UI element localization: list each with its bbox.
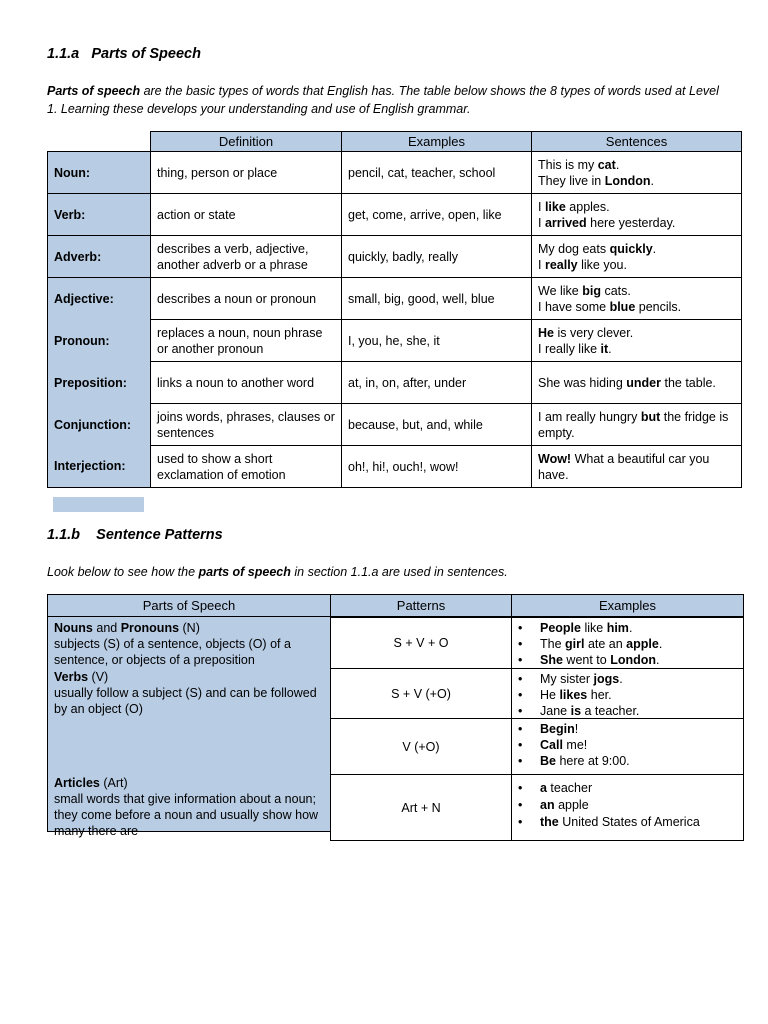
text-run: They live in — [538, 173, 605, 188]
part-title — [54, 620, 326, 636]
sentence-2 — [538, 173, 735, 189]
bold-word: Articles — [54, 776, 100, 790]
pos-sentences — [532, 236, 742, 278]
pos-row — [48, 404, 742, 446]
bold-word: really — [544, 257, 578, 272]
text-run: the table. — [661, 375, 716, 390]
sentence-1 — [538, 157, 735, 173]
sentence-1 — [538, 199, 735, 215]
example-item — [540, 753, 743, 769]
text-run: . — [615, 157, 620, 172]
bold-word: a — [540, 781, 547, 795]
part-nouns-pronouns — [54, 620, 326, 668]
sentence-1 — [538, 451, 735, 483]
section-a-title: Parts of Speech — [91, 46, 201, 62]
part-verbs — [54, 669, 326, 717]
text-run: like you. — [577, 257, 627, 272]
examples-cell — [511, 617, 744, 669]
sentence-1 — [538, 325, 735, 341]
pos-sentences — [532, 320, 742, 362]
sentence-2 — [538, 341, 735, 357]
example-item — [540, 671, 743, 687]
section-b-number: 1.1.b — [47, 527, 81, 543]
part-articles — [54, 775, 326, 839]
bold-word: People — [540, 621, 581, 635]
bold-word: Pronouns — [120, 621, 180, 635]
bold-word: Begin — [540, 722, 575, 736]
pos-row — [48, 362, 742, 404]
pos-examples: at, in, on, after, under — [342, 362, 532, 404]
text-run: This is my — [538, 157, 598, 172]
text-run: What a beautiful car you have. — [538, 451, 710, 482]
text-run: She was hiding — [538, 375, 627, 390]
text-run: He — [540, 688, 560, 702]
text-run: . — [608, 341, 612, 356]
sentence-2 — [538, 257, 735, 273]
example-item — [540, 620, 743, 636]
examples-list — [512, 671, 743, 719]
pos-label: Verb: — [48, 194, 151, 236]
text-run: . — [650, 173, 655, 188]
text-run: and — [92, 621, 121, 635]
example-item — [540, 687, 743, 703]
section-b-intro — [47, 563, 727, 581]
pos-definition: used to show a short exclamation of emotion — [151, 446, 342, 488]
pos-definition: links a noun to another word — [151, 362, 342, 404]
text-run: The — [540, 637, 566, 651]
part-description: small words that give information about a noun; they come before a noun and usually show how many there are — [54, 792, 319, 838]
bold-word: likes — [559, 688, 588, 702]
pos-sentences — [532, 194, 742, 236]
example-item — [540, 636, 743, 652]
text-run: I am really hungry — [538, 409, 641, 424]
text-run: I — [538, 257, 545, 272]
bold-word: Wow! — [538, 451, 572, 466]
pos-row — [48, 320, 742, 362]
text-run: I really like — [538, 341, 601, 356]
text-run: pencils. — [635, 299, 682, 314]
pos-label: Adjective: — [48, 278, 151, 320]
examples-cell — [511, 718, 744, 775]
section-b-intro-bold: parts of speech — [198, 565, 291, 579]
pos-label: Interjection: — [48, 446, 151, 488]
text-run: teacher — [546, 781, 593, 795]
text-run: (Art) — [99, 776, 128, 790]
bold-word: him — [606, 621, 629, 635]
pos-label: Conjunction: — [48, 404, 151, 446]
bold-word: Be — [540, 754, 556, 768]
pos-label: Adverb: — [48, 236, 151, 278]
pos-label: Preposition: — [48, 362, 151, 404]
text-run: ! — [574, 722, 579, 736]
shaded-bar — [53, 497, 144, 512]
part-description: usually follow a subject (S) and can be followed by an object (O) — [54, 686, 317, 716]
section-b-intro-pre: Look below to see how the — [47, 565, 199, 579]
sentence-1 — [538, 283, 735, 299]
bold-word: He — [538, 325, 554, 340]
examples-list — [512, 721, 743, 769]
text-run: United States of America — [558, 815, 700, 829]
intro-bold-term: Parts of speech — [47, 84, 141, 98]
bold-word: an — [540, 798, 555, 812]
section-a-intro — [47, 82, 727, 118]
section-b-title: Sentence Patterns — [96, 527, 223, 543]
pos-definition: replaces a noun, noun phrase or another pronoun — [151, 320, 342, 362]
sentence-1 — [538, 375, 735, 391]
example-item — [540, 814, 743, 831]
section-a-number: 1.1.a — [47, 46, 80, 62]
bold-word: under — [626, 375, 661, 390]
bold-word: girl — [565, 637, 585, 651]
bold-word: arrived — [544, 215, 587, 230]
text-run: went to — [562, 653, 611, 667]
pos-row — [48, 152, 742, 194]
text-run: (N) — [179, 621, 200, 635]
text-run: My dog eats — [538, 241, 610, 256]
pattern-cell: S + V + O — [330, 617, 512, 669]
bold-word: is — [570, 704, 582, 718]
text-run: I have some — [538, 299, 610, 314]
sentence-2 — [538, 299, 735, 315]
text-run: apples. — [565, 199, 610, 214]
pos-row — [48, 278, 742, 320]
example-item — [540, 703, 743, 719]
bold-word: Nouns — [54, 621, 93, 635]
pos-definition: describes a verb, adjective, another adverb or a phrase — [151, 236, 342, 278]
pos-sentences — [532, 152, 742, 194]
pos-row — [48, 236, 742, 278]
pos-definition: thing, person or place — [151, 152, 342, 194]
section-a-heading — [47, 46, 201, 62]
pos-sentences — [532, 278, 742, 320]
example-item — [540, 797, 743, 814]
pos-sentences — [532, 446, 742, 488]
bold-word: London — [604, 173, 651, 188]
pos-examples: small, big, good, well, blue — [342, 278, 532, 320]
pattern-cell: V (+O) — [330, 718, 512, 775]
parts-of-speech-table — [47, 131, 742, 488]
text-run: me! — [562, 738, 588, 752]
examples-list — [512, 620, 743, 668]
pos-examples: quickly, badly, really — [342, 236, 532, 278]
bold-word: Call — [540, 738, 563, 752]
text-run: the fridge is empty. — [538, 409, 729, 440]
header-examples: Examples — [342, 132, 532, 152]
pos-examples: pencil, cat, teacher, school — [342, 152, 532, 194]
pos-definition: joins words, phrases, clauses or sentences — [151, 404, 342, 446]
pos-table-header-row — [48, 132, 742, 152]
example-item — [540, 780, 743, 797]
header-patterns: Patterns — [330, 594, 512, 617]
part-title — [54, 775, 326, 791]
header-examples: Examples — [511, 594, 744, 617]
pos-row — [48, 194, 742, 236]
bold-word: jogs — [593, 672, 620, 686]
sentence-2 — [538, 215, 735, 231]
text-run: cats. — [600, 283, 631, 298]
sentence-1 — [538, 409, 735, 441]
header-blank — [48, 132, 151, 152]
examples-cell — [511, 668, 744, 719]
header-sentences: Sentences — [532, 132, 742, 152]
example-item — [540, 737, 743, 753]
text-run: My sister — [540, 672, 594, 686]
pos-examples: because, but, and, while — [342, 404, 532, 446]
section-b-heading — [47, 527, 223, 543]
text-run: We like — [538, 283, 583, 298]
intro-text: are the basic types of words that English has. The table below shows the 8 types of words used at Level 1. Learning these develops your understanding and use of English grammar. — [47, 84, 719, 116]
text-run: her. — [587, 688, 612, 702]
text-run: here yesterday. — [586, 215, 676, 230]
pos-label: Noun: — [48, 152, 151, 194]
pos-definition: action or state — [151, 194, 342, 236]
section-b-intro-post: in section 1.1.a are used in sentences. — [290, 565, 508, 579]
text-run: like — [581, 621, 607, 635]
text-run: here at 9:00. — [555, 754, 630, 768]
bold-word: London — [610, 653, 657, 667]
pos-row — [48, 446, 742, 488]
text-run: . — [652, 241, 657, 256]
header-parts-of-speech: Parts of Speech — [47, 594, 331, 617]
example-item — [540, 652, 743, 668]
text-run: I — [538, 199, 545, 214]
header-definition: Definition — [151, 132, 342, 152]
text-run: a teacher. — [581, 704, 640, 718]
bold-word: big — [582, 283, 601, 298]
sentence-1 — [538, 241, 735, 257]
bold-word: Verbs — [54, 670, 89, 684]
pos-examples: get, come, arrive, open, like — [342, 194, 532, 236]
bold-word: She — [540, 653, 563, 667]
bold-word: but — [640, 409, 661, 424]
bold-word: quickly — [609, 241, 653, 256]
bold-word: cat — [597, 157, 616, 172]
text-run: Jane — [540, 704, 571, 718]
text-run: I — [538, 215, 545, 230]
bold-word: blue — [609, 299, 636, 314]
pos-label: Pronoun: — [48, 320, 151, 362]
bold-word: apple — [626, 637, 659, 651]
text-run: apple — [554, 798, 589, 812]
part-title — [54, 669, 326, 685]
bold-word: like — [544, 199, 566, 214]
pattern-cell: Art + N — [330, 774, 512, 841]
examples-list — [512, 780, 743, 831]
pos-examples: oh!, hi!, ouch!, wow! — [342, 446, 532, 488]
text-run: . — [658, 637, 663, 651]
pos-examples: I, you, he, she, it — [342, 320, 532, 362]
examples-cell — [511, 774, 744, 841]
text-run: . — [656, 653, 660, 667]
text-run: . — [628, 621, 633, 635]
part-description: subjects (S) of a sentence, objects (O) of a sentence, or objects of a preposition — [54, 637, 291, 667]
example-item — [540, 721, 743, 737]
pos-sentences — [532, 404, 742, 446]
text-run: is very clever. — [553, 325, 634, 340]
pos-definition: describes a noun or pronoun — [151, 278, 342, 320]
pos-sentences — [532, 362, 742, 404]
parts-of-speech-column — [47, 617, 330, 838]
text-run: ate an — [584, 637, 627, 651]
text-run: . — [619, 672, 623, 686]
bold-word: it — [600, 341, 609, 356]
pattern-cell: S + V (+O) — [330, 668, 512, 719]
bold-word: the — [540, 815, 559, 829]
text-run: (V) — [88, 670, 109, 684]
